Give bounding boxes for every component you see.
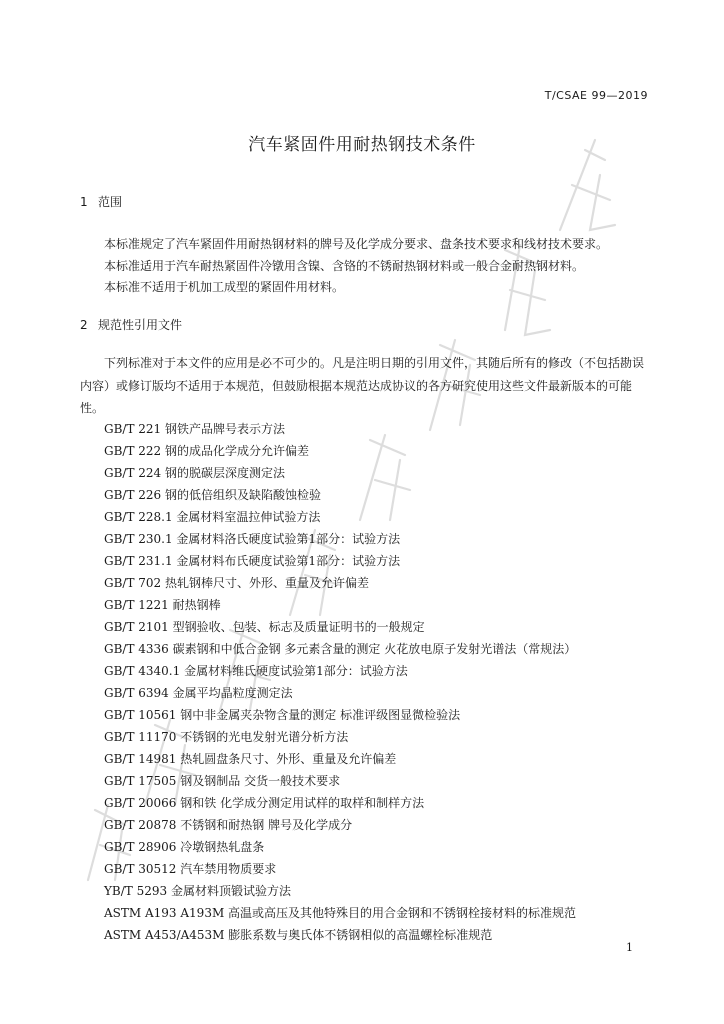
standard-code: T/CSAE 99—2019 — [544, 89, 648, 102]
section-2-heading — [80, 316, 182, 333]
reference-item: GB/T 20066 钢和铁 化学成分测定用试样的取样和制样方法 — [104, 796, 425, 810]
section-2-title: 规范性引用文件 — [98, 318, 183, 332]
reference-item: GB/T 224 钢的脱碳层深度测定法 — [104, 466, 285, 480]
reference-item: GB/T 4340.1 金属材料维氏硬度试验第1部分：试验方法 — [104, 664, 408, 678]
reference-item: GB/T 230.1 金属材料洛氏硬度试验第1部分：试验方法 — [104, 532, 401, 546]
reference-item: ASTM A193 A193M 高温或高压及其他特殊目的用合金钢和不锈钢栓接材料的标准规范 — [104, 906, 577, 920]
section-2-number: 2 — [80, 318, 88, 332]
section-1-paragraph: 本标准适用于汽车耐热紧固件冷镦用含镍、含铬的不锈耐热钢材料或一般合金耐热钢材料。 — [104, 259, 585, 273]
reference-item: GB/T 14981 热轧圆盘条尺寸、外形、重量及允许偏差 — [104, 752, 397, 766]
page-number: 1 — [626, 941, 633, 954]
document-title: 汽车紧固件用耐热钢技术条件 — [248, 135, 476, 155]
reference-item: YB/T 5293 金属材料顶锻试验方法 — [104, 884, 291, 898]
section-1-heading — [80, 193, 122, 210]
section-1-number: 1 — [80, 195, 88, 209]
reference-item: GB/T 20878 不锈钢和耐热钢 牌号及化学成分 — [104, 818, 353, 832]
reference-item: GB/T 226 钢的低倍组织及缺陷酸蚀检验 — [104, 488, 321, 502]
reference-item: GB/T 30512 汽车禁用物质要求 — [104, 862, 277, 876]
reference-item: GB/T 4336 碳素钢和中低合金钢 多元素含量的测定 火花放电原子发射光谱法（常规法） — [104, 642, 577, 656]
reference-item: GB/T 221 钢铁产品牌号表示方法 — [104, 422, 285, 436]
section-2-intro: 下列标准对于本文件的应用是必不可少的。凡是注明日期的引用文件，其随后所有的修改（不包括勘误内容）或修订版均不适用于本规范，但鼓励根据本规范达成协议的各方研究使用这些文件最新版本的可能性。 — [80, 356, 645, 416]
reference-item: GB/T 10561 钢中非金属夹杂物含量的测定 标准评级图显微检验法 — [104, 708, 461, 722]
reference-item: GB/T 228.1 金属材料室温拉伸试验方法 — [104, 510, 321, 524]
section-1-title: 范围 — [98, 195, 123, 209]
reference-item: GB/T 2101 型钢验收、包装、标志及质量证明书的一般规定 — [104, 620, 425, 634]
reference-item: GB/T 1221 耐热钢棒 — [104, 598, 221, 612]
reference-item: GB/T 28906 冷墩钢热轧盘条 — [104, 840, 265, 854]
reference-item: GB/T 222 钢的成品化学成分允许偏差 — [104, 444, 309, 458]
reference-item: GB/T 17505 钢及钢制品 交货一般技术要求 — [104, 774, 341, 788]
reference-item: GB/T 702 热轧钢棒尺寸、外形、重量及允许偏差 — [104, 576, 369, 590]
reference-item: GB/T 231.1 金属材料布氏硬度试验第1部分：试验方法 — [104, 554, 401, 568]
section-1-paragraph: 本标准规定了汽车紧固件用耐热钢材料的牌号及化学成分要求、盘条技术要求和线材技术要求。 — [104, 237, 609, 251]
reference-item: GB/T 11170 不锈钢的光电发射光谱分析方法 — [104, 730, 349, 744]
section-1-paragraph: 本标准不适用于机加工成型的紧固件用材料。 — [104, 280, 345, 294]
reference-item: GB/T 6394 金属平均晶粒度测定法 — [104, 686, 293, 700]
reference-item: ASTM A453/A453M 膨胀系数与奥氏体不锈钢相似的高温螺栓标准规范 — [104, 928, 493, 942]
